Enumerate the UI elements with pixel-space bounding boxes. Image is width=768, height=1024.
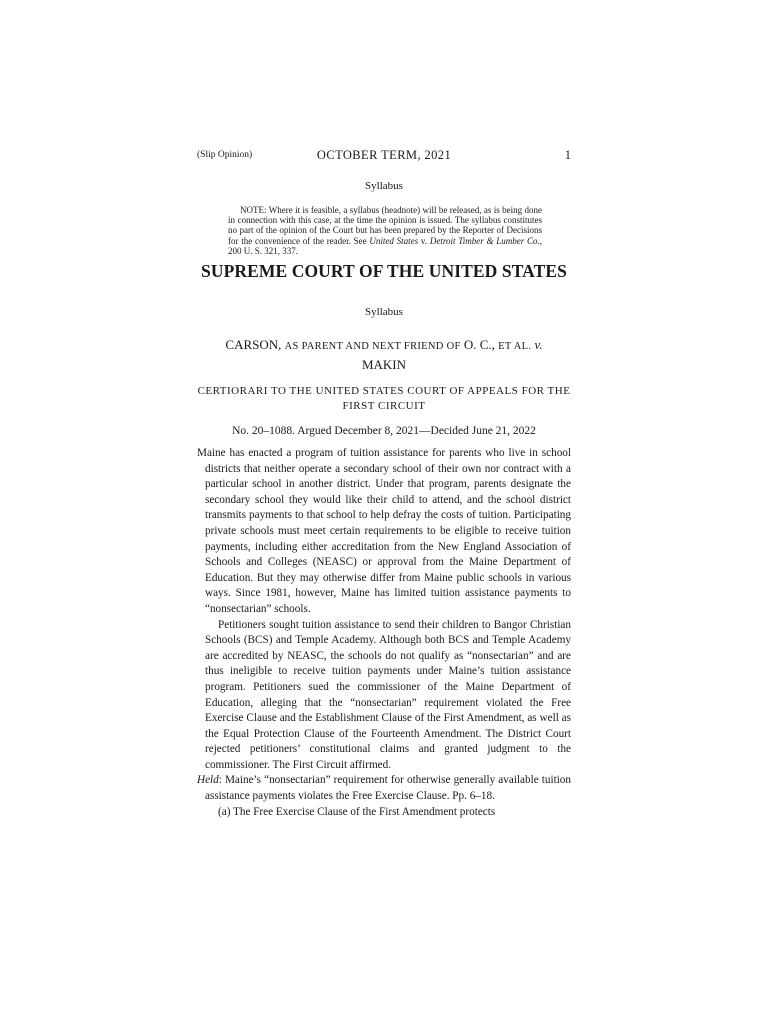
court-name: SUPREME COURT OF THE UNITED STATES: [201, 261, 567, 281]
syllabus-body: [197, 446, 571, 820]
caption-respondent: MAKIN: [361, 357, 407, 372]
slip-opinion-label: (Slip Opinion): [197, 150, 253, 160]
syllabus-paragraph-2: Petitioners sought tuition assistance to send their children to Bangor Christian Schools (BCS) and Temple Academy. Although both BCS and Temple Academy are accredited by NEASC, the schools do not qualify as “nonsectarian” and are thus ineligible to receive tuition payments under Maine’s tuition assistance program. Petitioners sued the commissioner of the Maine Department of Education, alleging that the “nonsectarian” requirement violated the Free Exercise Clause and the Establishment Clause of the First Amendment, as well as the Equal Protection Clause of the Fourteenth Amendment. The District Court rejected petitioners’ constitutional claims and granted judgment to the commissioner. The First Circuit affirmed.: [205, 618, 571, 771]
running-header: [197, 148, 571, 164]
caption-petitioner-desc: AS PARENT AND NEXT FRIEND OF: [284, 341, 461, 352]
note-case-name-2: Detroit Timber & Lumber Co.: [429, 235, 540, 246]
syllabus-heading: Syllabus: [365, 180, 403, 192]
held-label: Held: [197, 774, 219, 787]
note-text: NOTE: Where it is feasible, a syllabus (headnote) will be released, as is being done in connection with this case, at the time the opinion is issued. The syllabus constitutes no part of the opinion of the Court but has been prepared by the Reporter of Decisions for the convenience of the reader. See: [228, 205, 542, 246]
caption-et-al: ET AL.: [498, 341, 532, 352]
case-caption: [197, 336, 571, 374]
certiorari-line: CERTIORARI TO THE UNITED STATES COURT OF APPEALS FOR THE FIRST CIRCUIT: [197, 385, 571, 412]
held-text: : Maine’s “nonsectarian” requirement for otherwise generally available tuition assistance payments violates the Free Exercise Clause. Pp. 6–18.: [205, 774, 571, 803]
caption-petitioner: CARSON,: [225, 337, 282, 352]
page-number: 1: [564, 148, 571, 162]
note-versus: v.: [418, 235, 430, 246]
docket-line: No. 20–1088. Argued December 8, 2021—Decided June 21, 2022: [232, 425, 536, 437]
syllabus-heading-2: Syllabus: [365, 306, 403, 318]
term-label: OCTOBER TERM, 2021: [316, 148, 452, 162]
syllabus-paragraph-1: Maine has enacted a program of tuition assistance for parents who live in school districts that neither operate a secondary school of their own nor contract with a particular school in another district. Under that program, parents designate the secondary school they would like their child to attend, and the school district transmits payments to that school to help defray the costs of tuition. Participating private schools must meet certain requirements to be eligible to receive tuition payments, including either accreditation from the New England Association of Schools and Colleges (NEASC) or approval from the Maine Department of Education. But they may otherwise differ from Maine public schools in various ways. Since 1981, however, Maine has limited tuition assistance payments to “nonsectarian” schools.: [197, 447, 571, 615]
caption-initials: O. C.,: [463, 337, 495, 352]
note-citation: , 200 U. S. 321, 337.: [228, 235, 543, 256]
subpart-a-paragraph: (a) The Free Exercise Clause of the First Amendment protects: [218, 805, 496, 818]
held-paragraph: [197, 773, 571, 804]
note-case-name: United States: [369, 235, 419, 246]
caption-versus: v.: [534, 337, 543, 352]
reporter-note: [228, 205, 542, 256]
